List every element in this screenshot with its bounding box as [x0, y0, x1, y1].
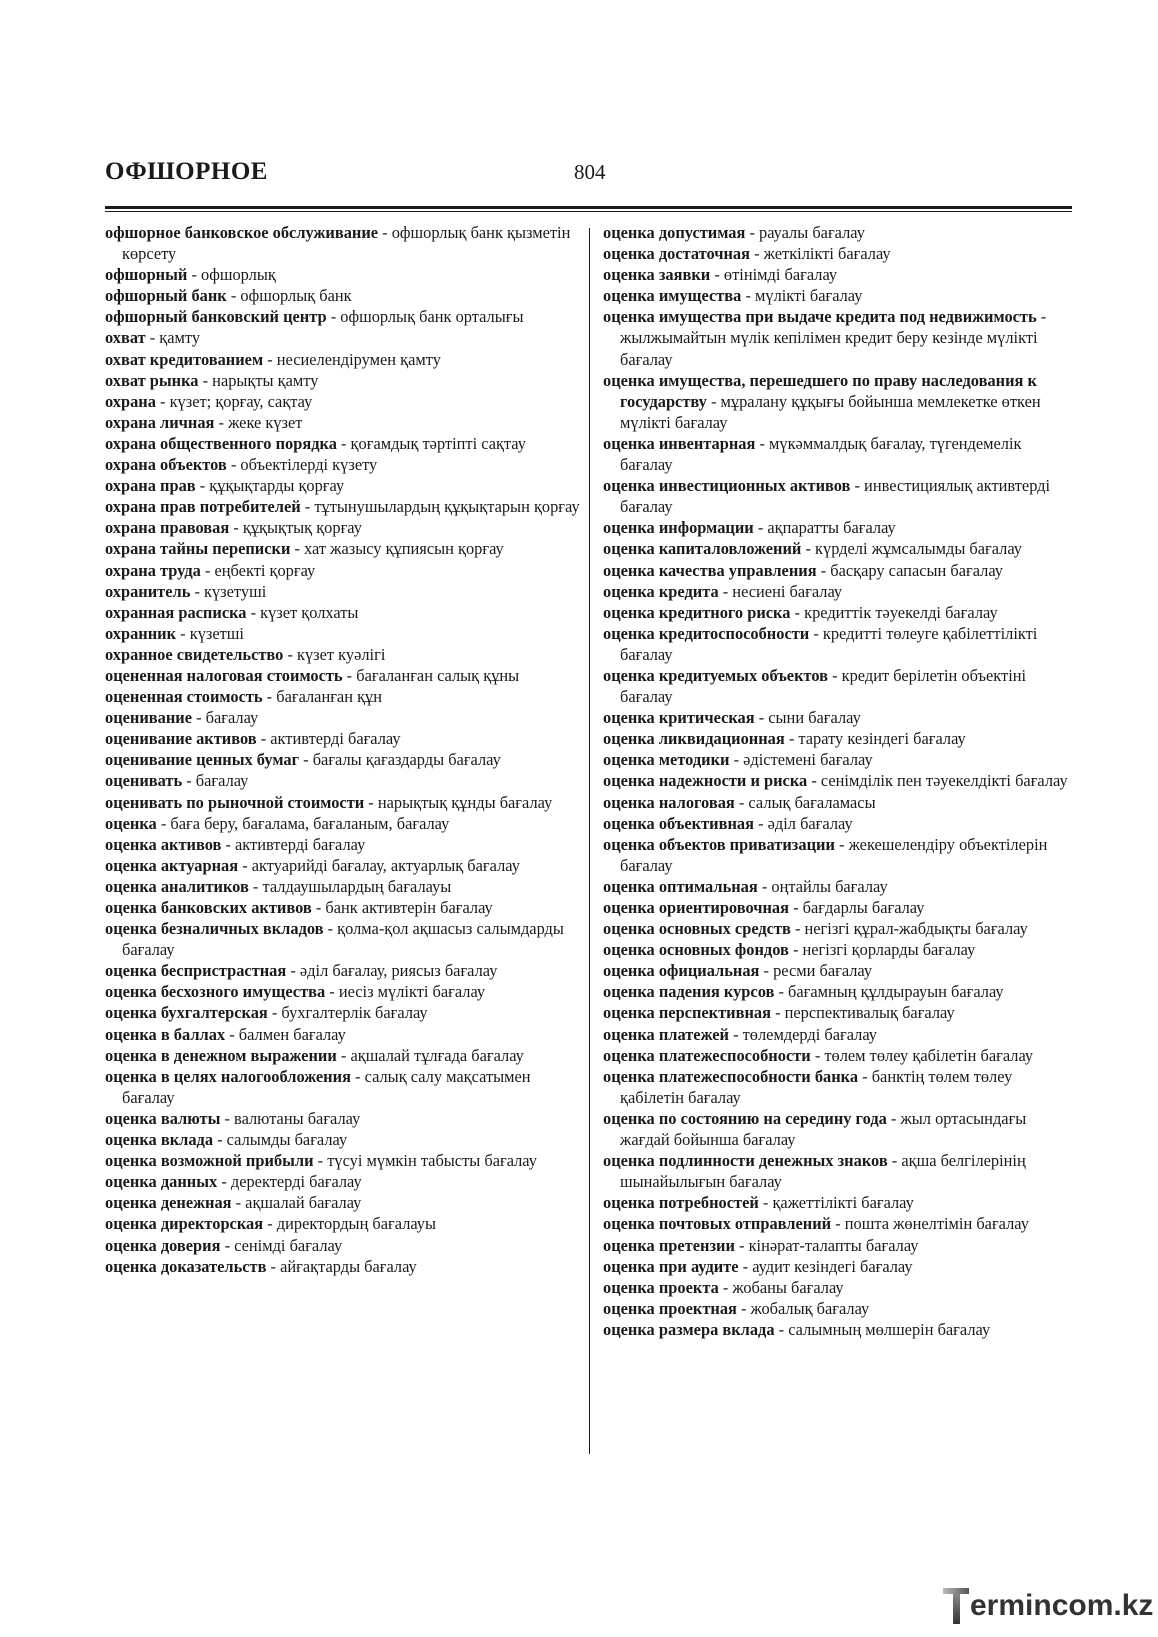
entry-definition: - салық салу мақсатымен бағалау [122, 1066, 531, 1107]
entry-term: оценка заявки [603, 265, 711, 285]
entry-definition: - құқықтық қорғау [229, 518, 362, 538]
entry-definition: - қажеттілікті бағалау [758, 1193, 914, 1213]
entry-term: оценивать [105, 771, 183, 791]
dictionary-entry [603, 1277, 1078, 1298]
entry-definition: - деректерді бағалау [217, 1172, 362, 1192]
dictionary-entry [105, 391, 583, 412]
entry-term: охрана объектов [105, 455, 227, 475]
dictionary-entry [105, 1235, 583, 1256]
entry-definition: - баға беру, бағалама, бағаланым, бағалау [156, 813, 450, 833]
entry-definition: - күрделі жұмсалымды бағалау [801, 539, 1022, 559]
entry-term: оценка бесхозного имущества [105, 982, 326, 1002]
entry-definition: - несиелендірумен қамту [263, 349, 441, 369]
entry-term: охват кредитованием [105, 349, 264, 369]
dictionary-entry [105, 1066, 583, 1108]
entry-term: оценка надежности и риска [603, 771, 808, 791]
dictionary-entry [603, 665, 1078, 707]
entry-definition: - балмен бағалау [225, 1024, 346, 1044]
entry-definition: - жекешелендіру объектілерін бағалау [620, 834, 1048, 875]
entry-term: оценка активов [105, 834, 222, 854]
dictionary-entry [603, 749, 1078, 770]
dictionary-entry [105, 538, 583, 559]
entry-term: оценивание активов [105, 729, 257, 749]
entry-term: оценка вклада [105, 1130, 214, 1150]
dictionary-entry [105, 728, 583, 749]
dictionary-entry [603, 1066, 1078, 1108]
dictionary-entry [603, 370, 1078, 433]
dictionary-entry [105, 770, 583, 791]
dictionary-entry [105, 222, 583, 264]
entry-term: оценка оптимальная [603, 876, 758, 896]
entry-definition: - офшорлық банк қызметін көрсету [122, 223, 571, 264]
entry-term: оценка инвентарная [603, 433, 756, 453]
dictionary-entry [105, 707, 583, 728]
entry-term: оценка перспективная [603, 1003, 771, 1023]
entry-term: оценка основных средств [603, 919, 791, 939]
dictionary-entry [105, 792, 583, 813]
dictionary-entry [603, 1256, 1078, 1277]
entry-term: оценка капиталовложений [603, 539, 802, 559]
entry-term: охранная расписка [105, 602, 247, 622]
entry-term: оценка размера вклада [603, 1319, 775, 1339]
entry-term: охранник [105, 623, 177, 643]
entry-term: оценка ликвидационная [603, 729, 785, 749]
entry-term: оценка допустимая [603, 223, 746, 242]
dictionary-entry [105, 960, 583, 981]
entry-term: оцененная стоимость [105, 687, 263, 707]
entry-term: охрана прав потребителей [105, 497, 301, 517]
entry-term: оценка возможной прибыли [105, 1151, 314, 1171]
dictionary-entry [603, 1150, 1078, 1192]
entry-definition: - өтінімді бағалау [710, 265, 838, 285]
dictionary-entry [105, 897, 583, 918]
entry-definition: - мүкәммалдық бағалау, түгендемелік бағалау [620, 433, 1022, 475]
entry-definition: - әділ бағалау [753, 813, 853, 833]
entry-definition: - қолма-қол ақшасыз салымдарды бағалау [122, 919, 564, 960]
entry-definition: - тұтынушылардың құқықтарын қорғау [300, 497, 580, 517]
entry-term: офшорное банковское обслуживание [105, 223, 379, 242]
entry-definition: - күзетші [176, 623, 244, 643]
dictionary-entry [603, 264, 1078, 285]
dictionary-entry [105, 876, 583, 897]
entry-term: оценка падения курсов [603, 982, 775, 1002]
entry-term: оценка денежная [105, 1193, 232, 1213]
dictionary-entry [105, 1108, 583, 1129]
entry-definition: - басқару сапасын бағалау [816, 560, 1003, 580]
entry-term: оценка в баллах [105, 1024, 226, 1044]
dictionary-entry [105, 560, 583, 581]
entry-definition: - рауалы бағалау [745, 223, 865, 242]
dictionary-entry [105, 855, 583, 876]
dictionary-entry [105, 327, 583, 348]
dictionary-entry [603, 981, 1078, 1002]
dictionary-entry [105, 349, 583, 370]
entry-definition: - мұралану құқығы бойынша мемлекетке өткен мүлікті бағалау [620, 391, 1041, 432]
entry-term: охрана личная [105, 412, 215, 432]
dictionary-entry [105, 306, 583, 327]
entry-definition: - кредитті төлеуге қабілеттілікті бағалау [620, 623, 1038, 664]
entry-term: оценивание [105, 708, 193, 728]
dictionary-entry [603, 707, 1078, 728]
entry-term: оценка имущества, перешедшего по праву наследования к государству [603, 370, 1037, 411]
entry-term: оценка проекта [603, 1277, 719, 1297]
dictionary-entry [105, 1150, 583, 1171]
entry-definition: - бағдарлы бағалау [788, 898, 925, 917]
dictionary-entry [105, 517, 583, 538]
entry-term: офшорный банковский центр [105, 307, 327, 327]
dictionary-entry [105, 285, 583, 306]
dictionary-entry [105, 1171, 583, 1192]
entry-term: оценка доверия [105, 1235, 221, 1255]
entry-definition: - офшорлық [187, 265, 276, 285]
entry-definition: - ақшалай тұлғада бағалау [336, 1045, 524, 1065]
dictionary-entry [105, 665, 583, 686]
entry-term: оценка данных [105, 1172, 218, 1192]
dictionary-entry [603, 939, 1078, 960]
entry-term: охват [105, 328, 146, 348]
logo-text: ermincom.kz [970, 1589, 1154, 1622]
entry-term: оценка при аудите [603, 1256, 739, 1276]
entry-term: оценка [105, 813, 157, 833]
entry-term: оценка информации [603, 518, 754, 538]
entry-definition: - хат жазысу құпиясын қорғау [290, 539, 504, 559]
dictionary-entry [603, 581, 1078, 602]
entry-term: оценка директорская [105, 1214, 264, 1234]
entry-term: оценка платежеспособности банка [603, 1066, 859, 1086]
entry-term: оценка достаточная [603, 244, 750, 264]
entry-term: оценка проектная [603, 1298, 737, 1318]
entry-definition: - ақшалай бағалау [231, 1193, 362, 1213]
header-rule-thin [105, 211, 1072, 212]
dictionary-entry [603, 897, 1078, 918]
dictionary-entry [603, 560, 1078, 581]
entry-definition: - бағамның құлдырауын бағалау [774, 982, 1004, 1002]
entry-definition: - сыни бағалау [754, 708, 861, 728]
entry-definition: - төлемдерді бағалау [728, 1024, 877, 1044]
dictionary-entry [105, 496, 583, 517]
entry-definition: - бағаланған құн [262, 687, 383, 707]
entry-definition: - директордың бағалауы [263, 1214, 437, 1234]
entry-term: оценка по состоянию на середину года [603, 1108, 887, 1128]
entry-definition: - тарату кезіндегі бағалау [784, 729, 966, 749]
dictionary-entry [603, 1298, 1078, 1319]
entry-term: оценка аналитиков [105, 876, 249, 896]
entry-definition: - банк активтерін бағалау [311, 898, 493, 917]
entry-term: оценка кредитного риска [603, 602, 791, 622]
dictionary-entry [105, 1002, 583, 1023]
entry-term: оценка платежей [603, 1024, 729, 1044]
entry-term: охранное свидетельство [105, 644, 284, 664]
entry-term: оценка безналичных вкладов [105, 919, 324, 939]
entry-term: охрана труда [105, 560, 201, 580]
dictionary-entry [105, 602, 583, 623]
dictionary-entry [105, 1192, 583, 1213]
entry-definition: - талдаушылардың бағалауы [248, 876, 452, 896]
page-number: 804 [574, 160, 606, 184]
dictionary-entry [105, 813, 583, 834]
entry-term: оценка основных фондов [603, 940, 789, 960]
dictionary-entry [603, 1319, 1078, 1340]
dictionary-entry [105, 686, 583, 707]
entry-definition: - бағалау [182, 771, 249, 791]
entry-definition: - инвестициялық активтерді бағалау [620, 476, 1051, 517]
entry-term: оценка платежеспособности [603, 1045, 811, 1065]
entry-term: оценка беспристрастная [105, 961, 287, 981]
entry-definition: - негізгі қорларды бағалау [788, 940, 976, 960]
entry-definition: - ақша белгілерінің шынайылығын бағалау [620, 1151, 1026, 1192]
entry-definition: - жеткілікті бағалау [750, 244, 891, 264]
entry-term: оценка кредитуемых объектов [603, 665, 828, 685]
entry-term: оценка кредита [603, 581, 719, 601]
dictionary-entry [105, 1024, 583, 1045]
dictionary-entry [603, 222, 1078, 243]
entry-term: охрана тайны переписки [105, 539, 291, 559]
entry-term: оценка актуарная [105, 855, 239, 875]
entry-definition: - әділ бағалау, риясыз бағалау [286, 961, 498, 981]
entry-term: оценка имущества [603, 286, 742, 306]
entry-definition: - төлем төлеу қабілетін бағалау [810, 1045, 1034, 1065]
entry-definition: - пошта жөнелтімін бағалау [831, 1214, 1029, 1234]
entry-term: охрана общественного порядка [105, 433, 337, 453]
entry-definition: - банктің төлем төлеу қабілетін бағалау [620, 1066, 1013, 1107]
entry-term: оценивание ценных бумаг [105, 750, 300, 770]
entry-definition: - аудит кезіндегі бағалау [738, 1256, 913, 1276]
entry-term: охрана правовая [105, 518, 230, 538]
dictionary-entry [105, 918, 583, 960]
entry-term: офшорный [105, 265, 188, 285]
entry-term: оценка банковских активов [105, 898, 312, 917]
dictionary-entry [603, 475, 1078, 517]
entry-term: охват рынка [105, 370, 199, 390]
entry-term: охрана [105, 391, 156, 411]
entry-definition: - кінәрат-талапты бағалау [734, 1235, 919, 1255]
dictionary-entry [603, 728, 1078, 749]
entry-definition: - офшорлық банк орталығы [326, 307, 524, 327]
dictionary-entry [105, 581, 583, 602]
entry-definition: - салымды бағалау [213, 1130, 348, 1150]
entry-definition: - активтерді бағалау [256, 729, 401, 749]
entry-definition: - салық бағаламасы [734, 792, 876, 812]
entry-definition: - жобалық бағалау [736, 1298, 870, 1318]
entry-definition: - иесіз мүлікті бағалау [325, 982, 486, 1002]
dictionary-entry [603, 538, 1078, 559]
right-column [603, 222, 1078, 1340]
entry-term: оценка критическая [603, 708, 755, 728]
entry-definition: - жыл ортасындағы жағдай бойынша бағалау [620, 1108, 1027, 1150]
left-column [105, 222, 583, 1277]
entry-definition: - нарықтық құнды бағалау [364, 792, 553, 812]
entry-definition: - объектілерді күзету [226, 455, 378, 475]
entry-definition: - мүлікті бағалау [741, 286, 863, 306]
column-divider [589, 228, 590, 1454]
dictionary-entry [603, 623, 1078, 665]
entry-term: оценка объективная [603, 813, 754, 833]
dictionary-entry [105, 749, 583, 770]
entry-term: оценка бухгалтерская [105, 1003, 268, 1023]
page-header-title: ОФШОРНОЕ [105, 158, 268, 185]
dictionary-entry [603, 433, 1078, 475]
termincom-logo [943, 1580, 1153, 1624]
entry-definition: - офшорлық банк [226, 286, 352, 306]
entry-term: оценка ориентировочная [603, 898, 789, 917]
entry-definition: - бухгалтерлік бағалау [267, 1003, 428, 1023]
dictionary-entry [105, 454, 583, 475]
dictionary-entry [105, 475, 583, 496]
entry-definition: - кредиттік тәуекелді бағалау [790, 602, 998, 622]
entry-definition: - актуарийді бағалау, актуарлық бағалау [238, 855, 520, 875]
entry-definition: - активтерді бағалау [221, 834, 366, 854]
entry-definition: - бағалы қағаздарды бағалау [299, 750, 501, 770]
dictionary-entry [105, 412, 583, 433]
dictionary-entry [105, 981, 583, 1002]
entry-term: оценка инвестиционных активов [603, 476, 851, 496]
entry-term: оценка методики [603, 750, 730, 770]
entry-term: оценка почтовых отправлений [603, 1214, 832, 1234]
entry-definition: - күзет куәлігі [283, 644, 386, 664]
dictionary-entry [603, 1045, 1078, 1066]
entry-definition: - нарықты қамту [198, 370, 319, 390]
entry-term: оценка качества управления [603, 560, 817, 580]
entry-definition: - түсуі мүмкін табысты бағалау [313, 1151, 537, 1171]
entry-term: оценка имущества при выдаче кредита под недвижимость [603, 307, 1037, 327]
dictionary-entry [105, 1256, 583, 1277]
entry-term: оцененная налоговая стоимость [105, 665, 343, 685]
dictionary-entry [603, 813, 1078, 834]
dictionary-entry [603, 1235, 1078, 1256]
entry-definition: - несиені бағалау [718, 581, 843, 601]
dictionary-entry [603, 243, 1078, 264]
entry-term: охранитель [105, 581, 191, 601]
entry-definition: - бағалау [192, 708, 259, 728]
entry-term: офшорный банк [105, 286, 227, 306]
entry-definition: - қоғамдық тәртіпті сақтау [336, 433, 526, 453]
dictionary-entry [603, 834, 1078, 876]
entry-definition: - оңтайлы бағалау [757, 876, 888, 896]
dictionary-entry [603, 1213, 1078, 1234]
entry-definition: - қамту [145, 328, 201, 348]
entry-definition: - әдістемені бағалау [729, 750, 873, 770]
dictionary-entry [603, 918, 1078, 939]
entry-definition: - жылжымайтын мүлік кепілімен кредит беру кезінде мүлікті бағалау [620, 307, 1047, 369]
entry-definition: - бағаланған салық құны [342, 665, 520, 685]
entry-term: оценка потребностей [603, 1193, 759, 1213]
entry-definition: - жеке күзет [214, 412, 303, 432]
dictionary-entry [105, 644, 583, 665]
entry-term: оценка официальная [603, 961, 760, 981]
dictionary-entry [603, 517, 1078, 538]
entry-term: оценка подлинности денежных знаков [603, 1151, 888, 1171]
entry-definition: - валютаны бағалау [220, 1108, 361, 1128]
dictionary-entry [105, 834, 583, 855]
entry-term: оценка претензии [603, 1235, 735, 1255]
dictionary-entry [603, 1002, 1078, 1023]
logo-t-icon [943, 1588, 969, 1624]
dictionary-entry [105, 623, 583, 644]
entry-definition: - сенімділік пен тәуекелдікті бағалау [807, 771, 1068, 791]
entry-definition: - құқықтарды қорғау [195, 476, 345, 496]
entry-definition: - күзетуші [190, 581, 267, 601]
entry-term: оценка кредитоспособности [603, 623, 810, 643]
entry-term: оценка в денежном выражении [105, 1045, 337, 1065]
entry-definition: - ресми бағалау [759, 961, 873, 981]
entry-term: оценка налоговая [603, 792, 735, 812]
header-rule-thick [105, 206, 1072, 209]
dictionary-entry [105, 370, 583, 391]
entry-definition: - жобаны бағалау [718, 1277, 844, 1297]
entry-definition: - ақпаратты бағалау [753, 518, 896, 538]
dictionary-entry [603, 792, 1078, 813]
entry-definition: - айғақтарды бағалау [266, 1256, 417, 1276]
entry-term: оценка валюты [105, 1108, 221, 1128]
entry-term: охрана прав [105, 476, 196, 496]
dictionary-entry [105, 433, 583, 454]
entry-definition: - салымның мөлшерін бағалау [774, 1319, 991, 1339]
dictionary-entry [603, 770, 1078, 791]
entry-definition: - кредит берілетін объектіні бағалау [620, 665, 1027, 707]
dictionary-entry [603, 1192, 1078, 1213]
dictionary-entry [603, 1108, 1078, 1150]
dictionary-entry [603, 306, 1078, 369]
entry-definition: - негізгі құрал-жабдықты бағалау [790, 919, 1028, 939]
entry-definition: - сенімді бағалау [220, 1235, 343, 1255]
entry-definition: - күзет; қорғау, сақтау [155, 391, 313, 411]
entry-term: оценка объектов приватизации [603, 834, 835, 854]
dictionary-entry [603, 602, 1078, 623]
dictionary-entry [603, 876, 1078, 897]
dictionary-entry [603, 285, 1078, 306]
entry-definition: - перспективалық бағалау [770, 1003, 955, 1023]
entry-definition: - еңбекті қорғау [200, 560, 316, 580]
entry-term: оценка в целях налогообложения [105, 1066, 351, 1086]
dictionary-entry [105, 1213, 583, 1234]
dictionary-entry [105, 264, 583, 285]
dictionary-entry [105, 1045, 583, 1066]
entry-definition: - күзет қолхаты [246, 602, 359, 622]
dictionary-entry [603, 960, 1078, 981]
entry-term: оценивать по рыночной стоимости [105, 792, 365, 812]
entry-term: оценка доказательств [105, 1256, 267, 1276]
dictionary-entry [603, 1024, 1078, 1045]
dictionary-entry [105, 1129, 583, 1150]
